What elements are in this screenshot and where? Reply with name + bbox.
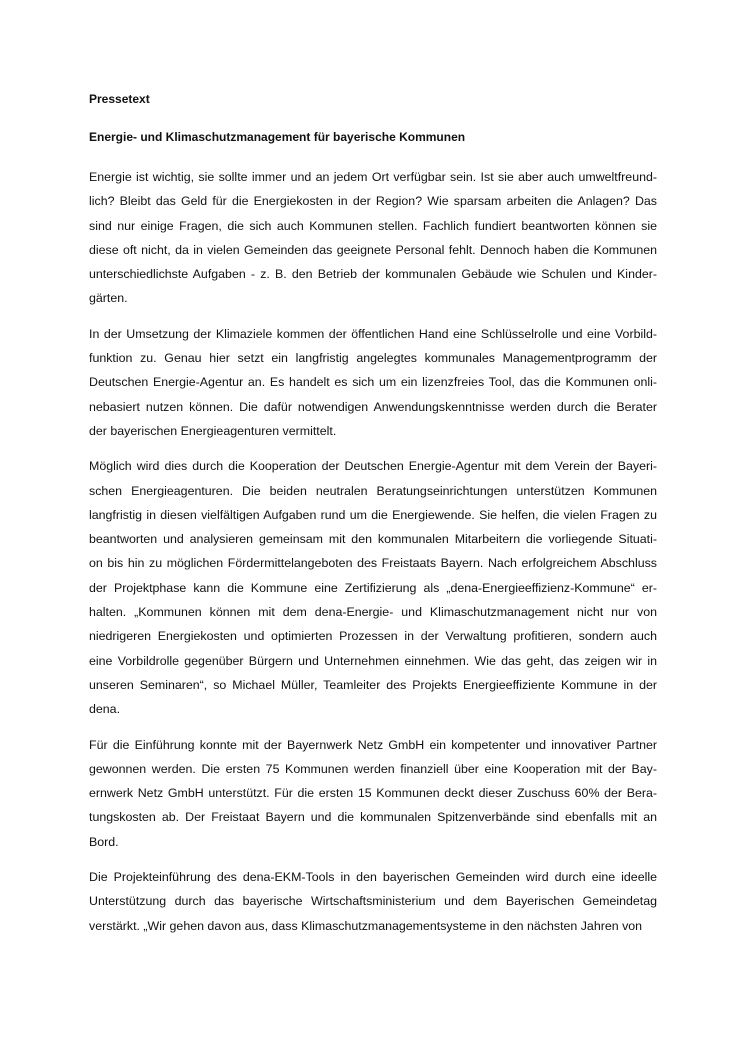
paragraph-line: Unterstützung durch das bayerische Wirtschaftsministerium und dem Bayerischen Gemeindetag <box>89 894 657 909</box>
paragraph-line: gewonnen werden. Die ersten 75 Kommunen werden finanziell über eine Kooperation mit der Bay- <box>89 761 657 776</box>
paragraph-line: eine Vorbildrolle gegenüber Bürgern und Unternehmen einnehmen. Wie das geht, das zeigen wir in <box>89 653 657 668</box>
paragraph-line: tungskosten ab. Der Freistaat Bayern und die kommunalen Spitzenverbände sind ebenfalls mit an <box>89 810 657 825</box>
paragraph <box>89 454 657 721</box>
paragraph-line: Für die Einführung konnte mit der Bayernwerk Netz GmbH ein kompetenter und innovativer Partner <box>89 737 657 752</box>
paragraph-line: halten. „Kommunen können mit dem dena-Energie- und Klimaschutzmanagement nicht nur von <box>89 605 657 620</box>
paragraph-line: unseren Seminaren“, so Michael Müller, Teamleiter des Projekts Energieeffiziente Kommune in der <box>89 677 657 692</box>
paragraph-line: In der Umsetzung der Klimaziele kommen der öffentlichen Hand eine Schlüsselrolle und eine Vorbild- <box>89 326 657 341</box>
paragraph-line: Energie ist wichtig, sie sollte immer und an jedem Ort verfügbar sein. Ist sie aber auch umweltfreund- <box>89 170 657 184</box>
paragraph-line: on bis hin zu möglichen Fördermittelangeboten des Freistaats Bayern. Nach erfolgreichem Abschluss <box>89 556 657 571</box>
paragraph-line: schen Energieagenturen. Die beiden neutralen Beratungseinrichtungen unterstützen Kommunen <box>89 483 657 498</box>
paragraph-line: der Projektphase kann die Kommune eine Zertifizierung als „dena-Energieeffizienz-Kommune“ er- <box>89 580 657 595</box>
paragraph-line: ernwerk Netz GmbH unterstützt. Für die ersten 15 Kommunen deckt dieser Zuschuss 60% der Bera- <box>89 786 657 801</box>
paragraph <box>89 733 657 854</box>
paragraph-line: diese oft nicht, da in vielen Gemeinden das geeignete Personal fehlt. Dennoch haben die Kommunen <box>89 242 657 257</box>
document-label: Pressetext <box>89 92 150 106</box>
paragraph-line: dena. <box>89 702 121 717</box>
document-headline: Energie- und Klimaschutzmanagement für bayerische Kommunen <box>89 130 466 144</box>
document-page <box>89 91 657 949</box>
paragraph-line: Die Projekteinführung des dena-EKM-Tools in den bayerischen Gemeinden wird durch eine ideelle <box>89 870 657 885</box>
document-body <box>89 165 657 938</box>
paragraph-line: sind nur einige Fragen, die sich auch Kommunen stellen. Fachlich fundiert beantworten können sie <box>89 218 657 233</box>
paragraph-line: beantworten und analysieren gemeinsam mit den kommunalen Mitarbeitern die vorliegende Situati- <box>89 532 657 547</box>
paragraph <box>89 165 657 311</box>
paragraph-line: gärten. <box>89 291 128 306</box>
paragraph-line: niedrigeren Energiekosten und optimierten Prozessen in der Verwaltung profitieren, sondern auch <box>89 629 657 644</box>
paragraph-line: funktion zu. Genau hier setzt ein langfristig angelegtes kommunales Managementprogramm der <box>89 351 657 366</box>
paragraph <box>89 322 657 443</box>
paragraph-line: Bord. <box>89 834 119 849</box>
paragraph-line: Möglich wird dies durch die Kooperation der Deutschen Energie-Agentur mit dem Verein der Bayeri- <box>89 459 657 474</box>
paragraph-line: langfristig in diesen vielfältigen Aufgaben rund um die Energiewende. Sie helfen, die vielen Fragen zu <box>89 507 657 522</box>
paragraph-line: lich? Bleibt das Geld für die Energiekosten in der Region? Wie sparsam arbeiten die Anlagen? Das <box>89 194 657 209</box>
paragraph-line: verstärkt. „Wir gehen davon aus, dass Klimaschutzmanagementsysteme in den nächsten Jahren von <box>89 918 643 933</box>
paragraph-line: unterschiedlichste Aufgaben - z. B. den Betrieb der kommunalen Gebäude wie Schulen und Kinder- <box>89 267 657 282</box>
paragraph <box>89 865 657 938</box>
paragraph-line: der bayerischen Energieagenturen vermittelt. <box>89 423 337 438</box>
paragraph-line: nebasiert nutzen können. Die dafür notwendigen Anwendungskenntnisse werden durch die Berater <box>89 399 657 414</box>
paragraph-line: Deutschen Energie-Agentur an. Es handelt es sich um ein lizenzfreies Tool, das die Kommunen onli- <box>89 375 657 390</box>
